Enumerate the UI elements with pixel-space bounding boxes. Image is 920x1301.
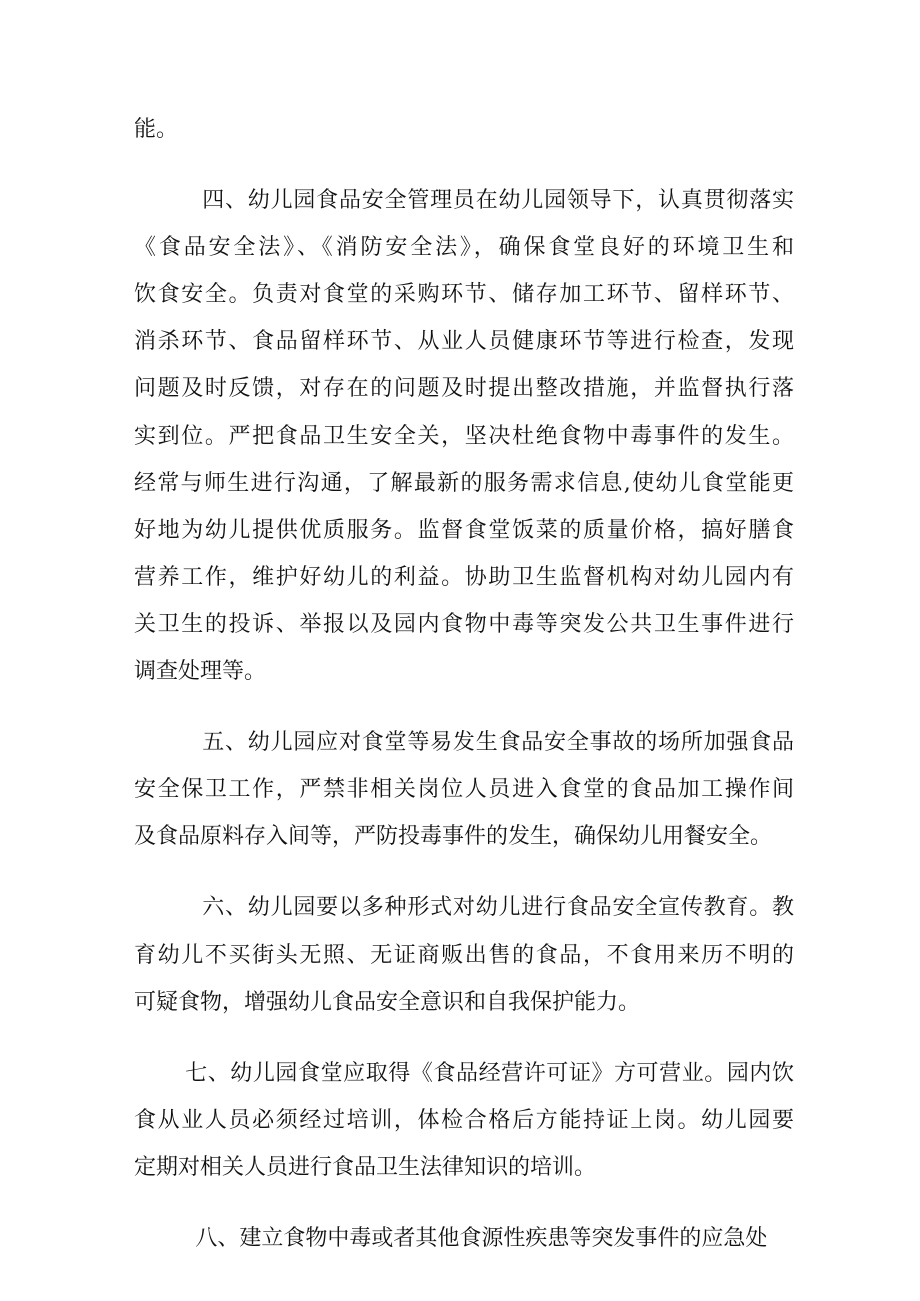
text-line: 育幼儿不买街头无照、无证商贩出售的食品，不食用来历不明的 <box>134 942 794 968</box>
text-line: 调查处理等。 <box>134 659 267 685</box>
text-line: 好地为幼儿提供优质服务。监督食堂饭菜的质量价格，搞好膳食 <box>134 517 794 543</box>
paragraph <box>134 1215 794 1262</box>
paragraph-gap <box>134 153 794 177</box>
document-body <box>134 106 794 1262</box>
text-line: 可疑食物，增强幼儿食品安全意识和自我保护能力。 <box>134 989 641 1015</box>
text-line: 七、幼儿园食堂应取得《食品经营许可证》方可营业。园内饮 <box>185 1060 794 1086</box>
text-line: 食从业人员必须经过培训，体检合格后方能持证上岗。幼儿园要 <box>134 1107 794 1133</box>
paragraph <box>134 884 794 1025</box>
paragraph-gap <box>134 695 794 719</box>
paragraph-gap <box>134 860 794 884</box>
text-line: 能。 <box>134 117 179 142</box>
paragraph-gap <box>134 1191 794 1215</box>
paragraph <box>134 106 794 153</box>
text-line: 八、建立食物中毒或者其他食源性疾患等突发事件的应急处 <box>195 1225 768 1251</box>
text-line: 《食品安全法》、《消防安全法》，确保食堂良好的环境卫生和 <box>134 235 794 261</box>
text-line: 安全保卫工作，严禁非相关岗位人员进入食堂的食品加工操作间 <box>134 777 794 803</box>
paragraph <box>134 719 794 860</box>
text-line: 六、幼儿园要以多种形式对幼儿进行食品安全宣传教育。教 <box>202 895 794 921</box>
text-line: 消杀环节、食品留样环节、从业人员健康环节等进行检查，发现 <box>134 329 794 355</box>
text-line: 问题及时反馈，对存在的问题及时提出整改措施，并监督执行落 <box>134 376 794 402</box>
paragraph <box>134 1050 794 1191</box>
text-line: 五、幼儿园应对食堂等易发生食品安全事故的场所加强食品 <box>202 730 794 756</box>
paragraph <box>134 177 794 695</box>
text-line: 营养工作，维护好幼儿的利益。协助卫生监督机构对幼儿园内有 <box>134 564 794 590</box>
text-line: 饮食安全。负责对食堂的采购环节、储存加工环节、留样环节、 <box>134 282 794 308</box>
text-line: 四、幼儿园食品安全管理员在幼儿园领导下，认真贯彻落实 <box>202 188 794 214</box>
text-line: 定期对相关人员进行食品卫生法律知识的培训。 <box>134 1154 597 1180</box>
text-line: 实到位。严把食品卫生安全关，坚决杜绝食物中毒事件的发生。 <box>134 423 794 449</box>
paragraph-gap <box>134 1026 794 1050</box>
text-line: 关卫生的投诉、举报以及园内食物中毒等突发公共卫生事件进行 <box>134 611 794 637</box>
text-line: 及食品原料存入间等，严防投毒事件的发生，确保幼儿用餐安全。 <box>134 824 773 850</box>
text-line: 经常与师生进行沟通，了解最新的服务需求信息,使幼儿食堂能更 <box>134 470 794 496</box>
